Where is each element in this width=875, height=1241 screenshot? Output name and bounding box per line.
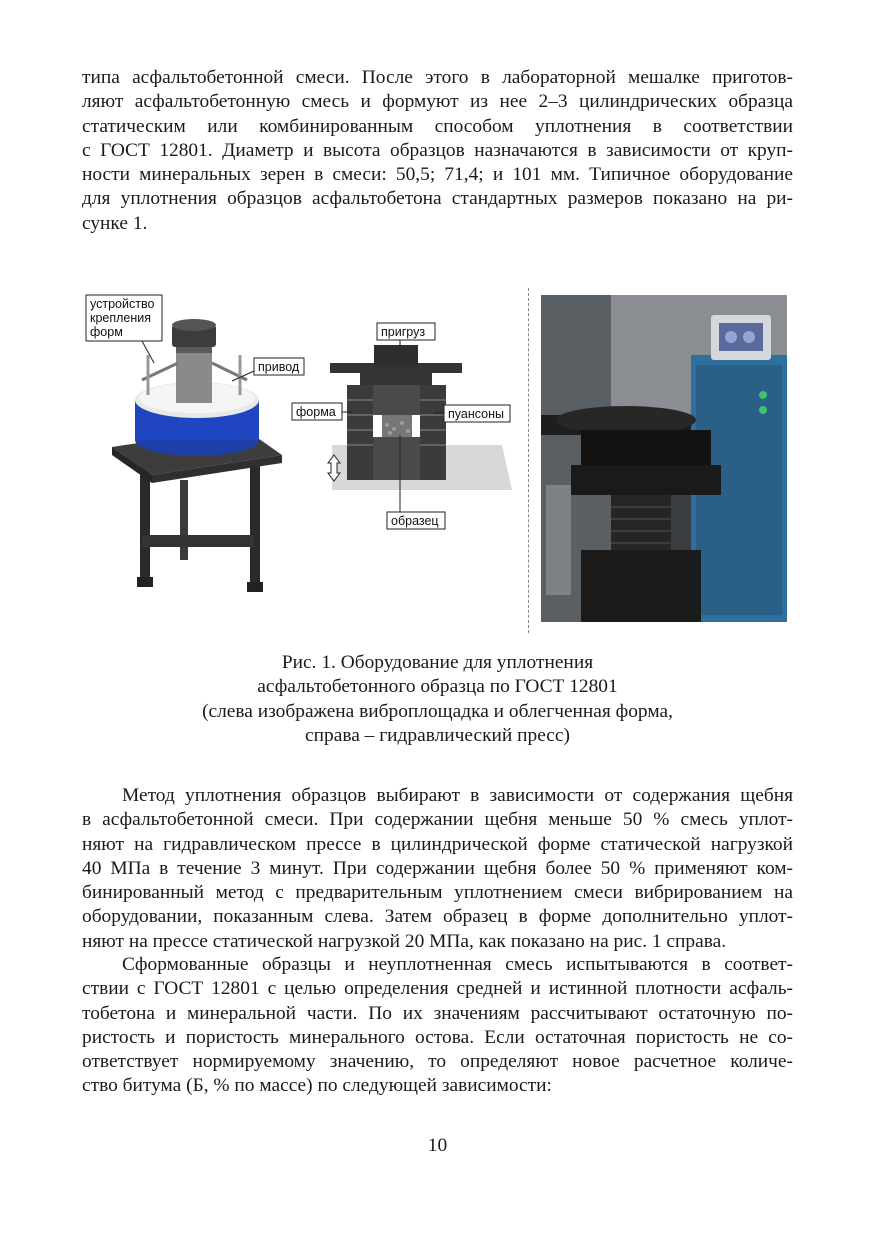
label-sample: образец bbox=[391, 514, 439, 528]
figure-vibroplatform-diagram bbox=[82, 285, 522, 620]
label-mount-line1: устройство bbox=[90, 297, 155, 311]
page-number: 10 bbox=[427, 1135, 448, 1156]
figure-hydraulic-press-photo bbox=[541, 295, 787, 622]
text-line: Метод уплотнения образцов выбирают в зависимости от содержания щебня bbox=[122, 785, 793, 806]
text-line: няют на гидравлическом прессе в цилиндрической форме статической нагрузкой bbox=[82, 833, 793, 855]
text-line: типа асфальтобетонной смеси. После этого в лабораторной мешалке приготов- bbox=[82, 67, 793, 88]
text-line: ство битума (Б, % по массе) по следующей зависимости: bbox=[82, 1075, 552, 1097]
text-line: оборудовании, показанным слева. Затем образец в форме дополнительно уплот- bbox=[82, 906, 793, 928]
paragraph-intro bbox=[82, 66, 793, 236]
text-line: ответствует нормируемому значению, то определяют новое расчетное количе- bbox=[82, 1051, 793, 1073]
text-line: для уплотнения образцов асфальтобетона стандартных размеров показано на ри- bbox=[82, 188, 793, 210]
text-line: няют на прессе статической нагрузкой 20 МПа, как показано на рис. 1 справа. bbox=[82, 930, 727, 952]
text-line: статическим или комбинированным способом уплотнения в соответствии bbox=[82, 115, 793, 137]
figure-divider bbox=[528, 288, 529, 633]
text-line: с ГОСТ 12801. Диаметр и высота образцов назначаются в зависимости от круп- bbox=[82, 139, 793, 161]
hydraulic-press-drawing bbox=[541, 295, 787, 622]
text-line: ристость и пористость минерального остова. Если остаточная пористость не со- bbox=[82, 1026, 793, 1048]
caption-line: справа – гидравлический пресс) bbox=[305, 724, 570, 746]
figure-caption bbox=[82, 651, 793, 748]
label-punches: пуансоны bbox=[448, 407, 504, 421]
vibroplatform-drawing bbox=[82, 285, 522, 620]
caption-line: асфальтобетонного образца по ГОСТ 12801 bbox=[257, 676, 618, 698]
label-drive: привод bbox=[258, 360, 300, 374]
label-weight: пригруз bbox=[381, 325, 426, 339]
text-line: 40 МПа в течение 3 минут. При содержании щебня более 50 % применяют ком- bbox=[82, 857, 793, 879]
paragraph-method bbox=[82, 784, 793, 954]
label-mold: форма bbox=[296, 405, 336, 419]
text-line: ляют асфальтобетонную смесь и формуют из нее 2–3 цилиндрических образца bbox=[82, 91, 793, 113]
caption-line: (слева изображена виброплощадка и облегченная форма, bbox=[202, 700, 673, 722]
text-line: тобетона и минеральной части. По их значениям рассчитывают остаточную по- bbox=[82, 1002, 793, 1024]
paragraph-testing bbox=[82, 953, 793, 1099]
text-line: бинированный метод с предварительным уплотнением смеси вибрированием на bbox=[82, 882, 793, 904]
text-line: сунке 1. bbox=[82, 212, 148, 234]
label-mount-line2: крепления bbox=[90, 311, 152, 325]
text-line: ствии с ГОСТ 12801 с целью определения средней и истинной плотности асфаль- bbox=[82, 978, 793, 1000]
text-line: в асфальтобетонной смеси. При содержании щебня меньше 50 % смесь уплот- bbox=[82, 809, 793, 831]
caption-line: Рис. 1. Оборудование для уплотнения bbox=[281, 652, 594, 673]
text-line: ности минеральных зерен в смеси: 50,5; 71,4; и 101 мм. Типичное оборудование bbox=[82, 164, 793, 186]
label-mount-line3: форм bbox=[90, 325, 123, 339]
text-line: Сформованные образцы и неуплотненная смесь испытываются в соответ- bbox=[122, 954, 793, 975]
